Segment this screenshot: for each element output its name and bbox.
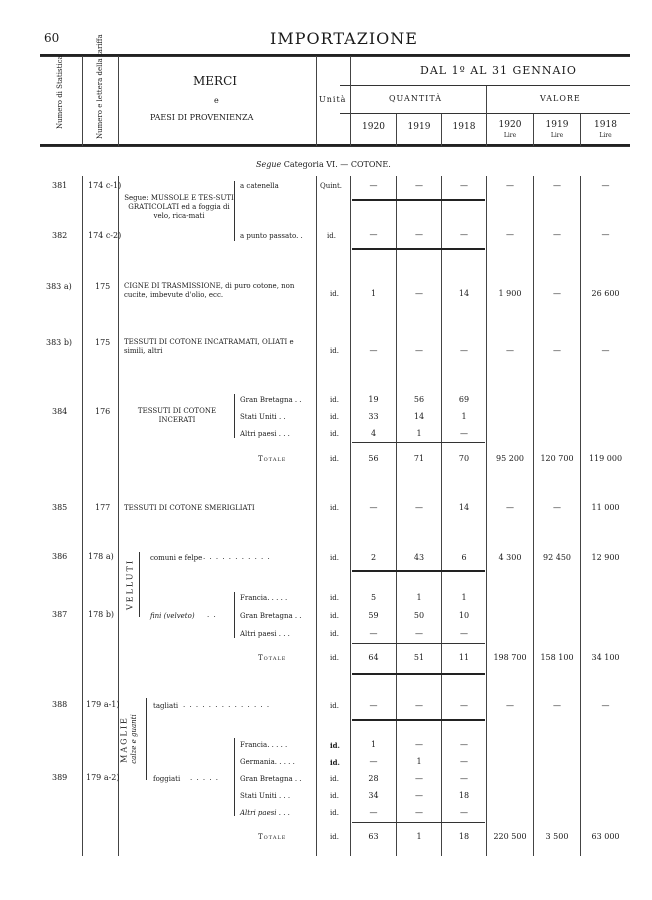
row-385-v1920: — xyxy=(506,503,514,512)
row-382-unit: id. xyxy=(327,232,336,240)
row-387-c1-q1918: 10 xyxy=(458,611,470,620)
row-384-tariff: 176 xyxy=(95,407,111,416)
row-384-totale-unit: id. xyxy=(330,455,339,463)
row-385-tariff: 177 xyxy=(95,503,111,512)
row-384-country-1-unit: id. xyxy=(330,413,339,421)
row-389-tariff: 179 a-2) xyxy=(86,773,120,782)
row-388-leader: . . . . . . . . . . . . . . xyxy=(183,701,271,709)
row-387-c0-q1920: 5 xyxy=(370,593,377,602)
row-387-c2-q1918: — xyxy=(460,629,468,638)
row-389-tot-v1920: 220 500 xyxy=(493,832,527,841)
row-389-c3-q1918: 18 xyxy=(458,791,470,800)
row-384-totale-label: Totale xyxy=(258,455,287,463)
row-389-c3-q1919: — xyxy=(415,791,423,800)
row-387-tot-q1920: 64 xyxy=(368,653,379,662)
header-lire-1918: Lire xyxy=(599,132,612,139)
row-386-number: 386 xyxy=(52,552,68,561)
category-segue: Segue xyxy=(256,160,282,169)
row-382-tariff: 174 c-2) xyxy=(88,231,122,240)
row-384-tot-v1920: 95 200 xyxy=(496,454,524,463)
row-383b-v1920: — xyxy=(506,346,514,355)
row-384-number: 384 xyxy=(52,407,68,416)
row-383b-unit: id. xyxy=(330,347,339,355)
header-valore: VALORE xyxy=(540,94,581,103)
row-387-leader: . . xyxy=(207,611,217,619)
row-389-totale-label: Totale xyxy=(258,833,287,841)
row-381-v1918: — xyxy=(601,181,610,190)
row-387-totale-unit: id. xyxy=(330,654,339,662)
row-388-q1920: — xyxy=(369,701,378,710)
row-387-tot-v1919: 158 100 xyxy=(540,653,574,662)
header-merci: MERCI xyxy=(193,74,238,88)
row-385-q1919: — xyxy=(415,503,423,512)
row-382-sub: a punto passato. . xyxy=(240,232,303,240)
row-381-q1918: — xyxy=(460,181,468,190)
row-387-tot-q1919: 51 xyxy=(413,653,425,662)
row-389-c1-q1919: 1 xyxy=(416,757,422,766)
row-388-sub: tagliati xyxy=(153,702,179,710)
row-383b-number: 383 b) xyxy=(46,338,73,347)
row-384-c0-q1920: 19 xyxy=(368,395,379,404)
row-381-q1919: — xyxy=(415,181,423,190)
row-384-country-1: Stati Uniti . . xyxy=(240,413,286,421)
row-387-totale-label: Totale xyxy=(258,654,287,662)
row-387-tot-v1920: 198 700 xyxy=(493,653,527,662)
row-387-country-0: Francia. . . . . xyxy=(240,594,288,602)
row-384-c2-q1918: — xyxy=(460,429,468,438)
row-384-tot-q1919: 71 xyxy=(413,454,425,463)
row-389-c1-q1918: — xyxy=(460,757,468,766)
row-381-q1920: — xyxy=(369,181,378,190)
row-387-country-2-unit: id. xyxy=(330,630,339,638)
row-385-q1920: — xyxy=(369,503,378,512)
header-year-v1920: 1920 xyxy=(498,120,522,130)
velluti-label: VELLUTI xyxy=(125,558,135,611)
row-389-c4-q1920: — xyxy=(369,808,378,817)
row-389-c4-q1919: — xyxy=(415,808,423,817)
row-384-country-2: Altri paesi . . . xyxy=(240,430,290,438)
row-386-v1919: 92 450 xyxy=(543,553,571,562)
row-387-c2-q1920: — xyxy=(369,629,378,638)
row-387-tariff: 178 b) xyxy=(88,610,115,619)
row-384-c2-q1919: 1 xyxy=(416,429,422,438)
header-year-q1919: 1919 xyxy=(407,122,431,132)
row-384-c2-q1920: 4 xyxy=(370,429,377,438)
row-389-tot-q1920: 63 xyxy=(368,832,379,841)
row-388-number: 388 xyxy=(52,700,68,709)
row-386-unit: id. xyxy=(330,554,339,562)
row-381-v1919: — xyxy=(553,181,561,190)
row-383b-q1918: — xyxy=(460,346,468,355)
row-386-leader: . . . . . . . . . . . xyxy=(203,553,271,561)
row-381-tariff: 174 c-1) xyxy=(88,181,122,190)
row-383b-q1919: — xyxy=(415,346,423,355)
row-384-country-2-unit: id. xyxy=(330,430,339,438)
row-384-c1-q1918: 1 xyxy=(461,412,467,421)
row-389-country-4: Altri paesi . . . xyxy=(240,809,290,817)
row-381-v1920: — xyxy=(506,181,514,190)
page-title: IMPORTAZIONE xyxy=(270,29,418,48)
row-389-country-1: Germania. . . . . xyxy=(240,758,295,766)
row-389-c2-q1918: — xyxy=(460,774,468,783)
row-383a-description: CIGNE DI TRASMISSIONE, di puro cotone, non cucite, imbevute d'olio, ecc. xyxy=(124,282,295,299)
row-387-country-0-unit: id. xyxy=(330,594,339,602)
row-383a-q1918: 14 xyxy=(458,289,470,298)
header-year-v1918: 1918 xyxy=(594,120,617,130)
row-384-c0-q1919: 56 xyxy=(413,395,425,404)
row-387-tot-v1918: 34 100 xyxy=(591,653,620,662)
header-year-v1919: 1919 xyxy=(545,120,569,130)
header-numero-statistica: Numero di Statistica xyxy=(56,55,64,129)
header-unita: Unità xyxy=(319,95,347,104)
row-388-q1918: — xyxy=(460,701,468,710)
row-388-unit: id. xyxy=(330,702,339,710)
header-lire-1920: Lire xyxy=(503,132,517,139)
row-382-v1920: — xyxy=(506,230,514,239)
row-383a-unit: id. xyxy=(330,290,339,298)
category-heading xyxy=(256,160,391,169)
row-389-country-2-unit: id. xyxy=(330,775,339,783)
row-386-sub: comuni e felpe xyxy=(150,554,203,562)
row-388-tariff: 179 a-1) xyxy=(86,700,120,709)
row-388-q1919: — xyxy=(415,701,423,710)
maglie-sublabel: calze e guanti xyxy=(130,714,138,764)
row-389-c0-q1918: — xyxy=(460,740,468,749)
row-382-v1919: — xyxy=(553,230,561,239)
row-387-c0-q1918: 1 xyxy=(461,593,467,602)
row-383a-v1920: 1 900 xyxy=(498,289,522,298)
row-383a-v1918: 26 600 xyxy=(591,289,620,298)
maglie-label: MAGLIE xyxy=(119,716,129,763)
header-period: DAL 1º AL 31 GENNAIO xyxy=(420,64,577,77)
header-e: e xyxy=(214,96,219,105)
row-389-country-0: Francia. . . . . xyxy=(240,741,288,749)
row-389-country-1-unit: id. xyxy=(330,758,340,767)
row-387-c1-q1919: 50 xyxy=(413,611,425,620)
row-383a-q1919: — xyxy=(415,289,423,298)
row-389-country-0-unit: id. xyxy=(330,741,340,750)
row-389-c2-q1920: 28 xyxy=(368,774,379,783)
row-382-v1918: — xyxy=(601,230,610,239)
row-386-q1920: 2 xyxy=(370,553,377,562)
row-389-c1-q1920: — xyxy=(369,757,378,766)
row-387-country-1-unit: id. xyxy=(330,612,339,620)
row-385-v1919: — xyxy=(553,503,561,512)
row-389-country-2: Gran Bretagna . . xyxy=(240,775,302,783)
row-381-unit: Quint. xyxy=(320,182,343,190)
row-382-number: 382 xyxy=(52,231,68,240)
row-387-country-1: Gran Bretagna . . xyxy=(240,612,302,620)
row-389-number: 389 xyxy=(52,773,68,782)
header-numero-lettera: Numero e lettera della tariffa xyxy=(96,34,104,139)
row-385-unit: id. xyxy=(330,504,339,512)
row-381-number: 381 xyxy=(52,181,68,190)
row-382-q1920: — xyxy=(369,230,378,239)
row-385-description: TESSUTI DI COTONE SMERIGLIATI xyxy=(124,504,255,512)
row-384-c0-q1918: 69 xyxy=(458,395,470,404)
page-number: 60 xyxy=(44,31,60,45)
row-389-c3-q1920: 34 xyxy=(368,791,379,800)
row-388-v1920: — xyxy=(506,701,514,710)
row-384-tot-q1918: 70 xyxy=(458,454,470,463)
row-386-q1918: 6 xyxy=(461,553,467,562)
row-382-q1918: — xyxy=(460,230,468,239)
row-384-description: TESSUTI DI COTONE INCERATI xyxy=(137,407,217,424)
row-383b-v1918: — xyxy=(601,346,610,355)
row-386-tariff: 178 a) xyxy=(88,552,114,561)
row-383b-q1920: — xyxy=(369,346,378,355)
row-384-tot-v1919: 120 700 xyxy=(540,454,574,463)
row-383a-tariff: 175 xyxy=(95,282,111,291)
row-383a-number: 383 a) xyxy=(46,282,72,291)
row-389-country-4-unit: id. xyxy=(330,809,339,817)
row-389-c0-q1920: 1 xyxy=(370,740,377,749)
row-389-tot-q1919: 1 xyxy=(416,832,422,841)
row-383b-v1919: — xyxy=(553,346,561,355)
row-387-country-2: Altri paesi . . . xyxy=(240,630,290,638)
row-389-country-3-unit: id. xyxy=(330,792,339,800)
row-387-tot-q1918: 11 xyxy=(458,653,470,662)
row-389-sub: foggiati xyxy=(153,775,181,783)
row-387-c1-q1920: 59 xyxy=(368,611,379,620)
row-389-c0-q1919: — xyxy=(415,740,423,749)
row-389-c4-q1918: — xyxy=(460,808,468,817)
row-388-v1919: — xyxy=(553,701,561,710)
row-384-c1-q1919: 14 xyxy=(413,412,425,421)
row-389-tot-v1918: 63 000 xyxy=(591,832,620,841)
row-387-c2-q1919: — xyxy=(415,629,423,638)
row-383a-v1919: — xyxy=(553,289,561,298)
row-383b-description: TESSUTI DI COTONE INCATRAMATI, OLIATI e simili, altri xyxy=(124,338,294,355)
row-387-sub: fini (velveto) xyxy=(150,612,195,620)
row-389-totale-unit: id. xyxy=(330,833,339,841)
row-387-c0-q1919: 1 xyxy=(416,593,422,602)
row-382-q1919: — xyxy=(415,230,423,239)
row-389-tot-v1919: 3 500 xyxy=(545,832,569,841)
row-381-description: Segue: MUSSOLE E TES-SUTI GRATICOLATI ed a foggia di velo, rica-mati xyxy=(124,194,234,220)
row-383a-q1920: 1 xyxy=(370,289,377,298)
row-386-v1920: 4 300 xyxy=(498,553,522,562)
row-387-number: 387 xyxy=(52,610,68,619)
row-384-c1-q1920: 33 xyxy=(368,412,379,421)
row-386-q1919: 43 xyxy=(413,553,425,562)
row-384-tot-q1920: 56 xyxy=(368,454,379,463)
row-385-number: 385 xyxy=(52,503,68,512)
header-year-q1918: 1918 xyxy=(452,122,476,132)
row-389-tot-q1918: 18 xyxy=(458,832,470,841)
header-paesi: PAESI DI PROVENIENZA xyxy=(150,113,254,122)
row-389-leader: . . . . . xyxy=(190,774,220,782)
header-quantita: QUANTITÀ xyxy=(389,94,443,103)
row-385-v1918: 11 000 xyxy=(591,503,620,512)
header-lire-1919: Lire xyxy=(550,132,564,139)
row-386-v1918: 12 900 xyxy=(591,553,620,562)
row-384-tot-v1918: 119 000 xyxy=(588,454,623,463)
row-384-country-0: Gran Bretagna . . xyxy=(240,396,302,404)
row-389-c2-q1919: — xyxy=(415,774,423,783)
row-389-country-3: Stati Uniti . . . xyxy=(240,792,291,800)
row-385-q1918: 14 xyxy=(458,503,470,512)
header-year-q1920: 1920 xyxy=(362,122,385,132)
row-388-v1918: — xyxy=(601,701,610,710)
row-383b-tariff: 175 xyxy=(95,338,111,347)
row-381-sub: a catenella xyxy=(240,182,279,190)
row-384-country-0-unit: id. xyxy=(330,396,339,404)
category-label: Categoria VI. — COTONE. xyxy=(283,160,391,169)
